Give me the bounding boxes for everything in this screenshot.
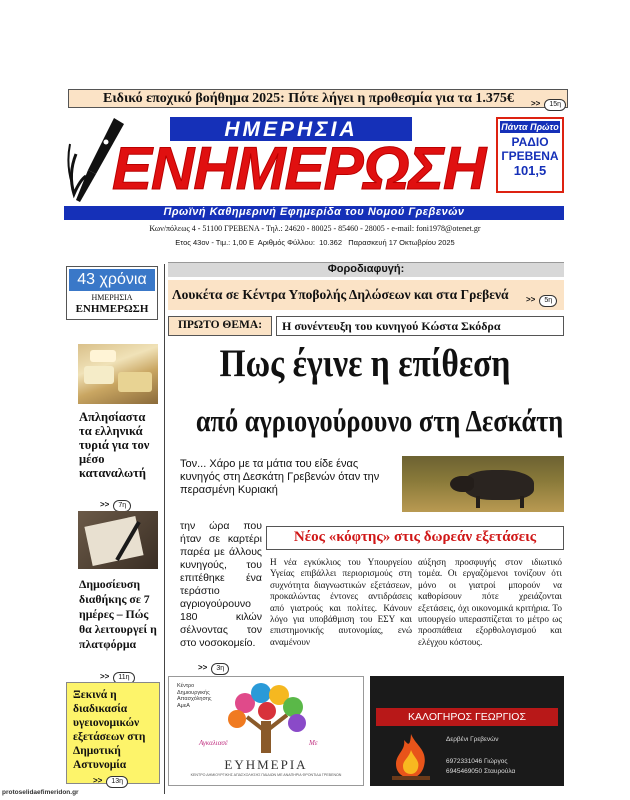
main-story-lead: Τον... Χάρο με τα μάτια του είδε ένας κυνηγός στη Δεσκάτη Γρεβενών όταν την περασμένη Κυριακή: [180, 458, 380, 496]
arrow-mark: >>: [526, 295, 536, 304]
ad-euhmeria-small1: Κέντρο: [177, 683, 195, 689]
masthead-big-title: ΕΝΗΜΕΡΩΣΗ: [112, 135, 486, 202]
arrow-mark: >>: [100, 672, 110, 681]
ad-euhmeria-small3: Απασχόλησης: [177, 696, 212, 702]
exams-story-col1: Η νέα εγκύκλιος του Υπουργείου Υγείας επιβάλλει περιορισμούς στη συχνότητα διαγνωστικών εξετάσεων, προκαλώντας έντονες αντιδράσεις από γιατρούς και πολίτες. Κάνουν λόγο για υποβάθμιση του ΕΣΥ και επιστημονικής αυτονομίας, ενώ αναμένουν: [270, 557, 412, 647]
ad-kalogiros[interactable]: [370, 676, 564, 786]
ad-euhmeria-small2: Δημιουργικής: [177, 689, 210, 696]
main-story-body: την ώρα που ήταν σε καρτέρι παρέα με άλλους κυνηγούς, του επιτέθηκε ένα τεράστιο αγριογούρουνο 180 κιλών σέλνοντας τον στο νοσοκομείο.: [180, 520, 262, 649]
masthead-subtitle: Πρωϊνή Καθημερινή Εφημερίδα του Νομού Γρεβενών: [163, 206, 465, 218]
ad-kalogiros-location: Δερβένι Γρεβενών: [446, 736, 499, 743]
masthead-small-title: ΗΜΕΡΗΣΙΑ: [224, 118, 358, 141]
radio-frequency: 101,5: [513, 163, 547, 178]
page-number: 13η: [106, 776, 128, 788]
front-topic-label-box: [168, 316, 272, 336]
issue-line: Ετος 43ον - Τιμ.: 1,00 Ε Αριθμός Φύλλου: 10.362 Παρασκευή 17 Οκτωβρίου 2025: [175, 238, 455, 247]
radio-tagline: Πάντα Πρώτο: [501, 122, 559, 132]
ad-euhmeria-script2: Με: [309, 739, 318, 747]
ad-kalogiros-name-bar: [376, 708, 558, 726]
top-banner[interactable]: [68, 89, 568, 108]
radio-line: ΡΑΔΙΟ: [511, 135, 549, 149]
arrow-mark: >>: [100, 500, 110, 509]
tax-story-kicker-bar: [168, 262, 564, 277]
arrow-mark: >>: [93, 776, 103, 785]
ad-kalogiros-phone2: 6945469050 Σταυρούλα: [446, 768, 516, 775]
cheese-photo: [78, 344, 158, 404]
exams-story-headline-box[interactable]: [266, 526, 564, 550]
arrow-mark: >>: [531, 99, 541, 108]
page-number: 5η: [539, 295, 557, 307]
ad-kalogiros-phone1: 6972331046 Γιώργος: [446, 758, 508, 765]
tax-story-headline-bar[interactable]: [168, 280, 564, 310]
front-topic-label: ΠΡΩΤΟ ΘΕΜΑ:: [177, 319, 263, 331]
ad-kalogiros-name: ΚΑΛΟΓΗΡΟΣ ΓΕΩΡΓΙΟΣ: [408, 711, 526, 723]
sidebar-story-health-page-ref[interactable]: [93, 770, 128, 788]
fire-icon: [384, 732, 438, 782]
page-number: 3η: [211, 663, 229, 675]
ad-euhmeria-name: ΕΥΗΜΕΡΙΑ: [224, 757, 308, 772]
tax-story-page-ref[interactable]: [526, 289, 557, 307]
sidebar-story-cheese-page-ref[interactable]: [100, 494, 131, 512]
anniversary-line1: ΗΜΕΡΗΣΙΑ: [91, 293, 133, 302]
main-headline-line1[interactable]: Πως έγινε η επίθεση: [219, 342, 511, 385]
page-number: 7η: [113, 500, 131, 512]
main-headline-line2[interactable]: από αγριογούρουνο στη Δεσκάτη: [195, 403, 564, 438]
exams-story-headline: Νέος «κόφτης» στις δωρεάν εξετάσεις: [293, 529, 537, 545]
ad-euhmeria[interactable]: [168, 676, 364, 786]
anniversary-line2: ΕΝΗΜΕΡΩΣΗ: [75, 303, 149, 315]
footer-site[interactable]: protoselidaefimeridon.gr: [2, 789, 79, 796]
anniversary-box: [66, 266, 158, 320]
front-topic-text-box[interactable]: [276, 316, 564, 336]
page-number: 11η: [113, 672, 134, 684]
ad-euhmeria-small4: ΑμεΑ: [177, 702, 190, 709]
boar-photo: [402, 456, 564, 512]
radio-box[interactable]: [496, 117, 564, 193]
front-topic-text: Η συνέντευξη του κυνηγού Κώστα Σκόδρα: [282, 319, 501, 333]
sidebar-story-cheese[interactable]: Απλησίαστα τα ελληνικά τυριά για τον μέσο καταναλωτή: [79, 410, 150, 480]
tax-story-headline: Λουκέτα σε Κέντρα Υποβολής Δηλώσεων και στα Γρεβενά: [172, 287, 509, 302]
tax-story-kicker: Φοροδιαφυγή:: [327, 263, 405, 275]
radio-city: ΓΡΕΒΕΝΑ: [501, 149, 559, 163]
anniversary-years: 43 χρόνια: [69, 269, 155, 291]
masthead-subtitle-bar: [64, 206, 564, 220]
exams-story-col2: αύξηση προσφυγής στον ιδιωτικό τομέα. Οι εργαζόμενοι τονίζουν ότι μόνο οι γιατροί μπορούν να καθορίσουν πότε χρειάζονται εξετάσεις, όχι οικονομικά κριτήρια. Το υπουργείο υπερασπίζεται το μέτρο ως προσπάθεια εξορθολογισμού και ελέγχου κόστους.: [418, 557, 562, 647]
will-document-photo: [78, 511, 158, 569]
sidebar-story-health-box[interactable]: [66, 682, 160, 784]
top-banner-text: Ειδικό εποχικό βοήθημα 2025: Πότε λήγει η προθεσμία για τα 1.375€: [103, 91, 514, 106]
main-story-page-ref[interactable]: [198, 657, 229, 675]
arrow-mark: >>: [198, 663, 208, 672]
masthead-address: Κων/πόλεως 4 - 51100 ΓΡΕΒΕΝΑ - Τηλ.: 24620 - 80025 - 85460 - 28005 - e-mail: foni1978@otenet.gr: [149, 224, 481, 233]
ad-euhmeria-script1: Αγκαλιασέ: [199, 739, 228, 747]
top-banner-page-ref[interactable]: [531, 93, 566, 111]
page-number: 15η: [544, 99, 566, 111]
ad-euhmeria-sub: ΚΕΝΤΡΟ ΔΗΜΙΟΥΡΓΙΚΗΣ ΑΠΑΣΧΟΛΗΣΗΣ ΠΑΙΔΙΩΝ ΜΕ ΑΝΑΠΗΡΙΑ ΦΡΟΝΤΙΔΑ ΓΡΕΒΕΝΩΝ: [190, 773, 342, 777]
sidebar-story-will[interactable]: Δημοσίευση διαθήκης σε 7 ημέρες – Πώς θα λειτουργεί η πλατφόρμα: [79, 577, 157, 651]
tree-logo-icon: [217, 681, 317, 759]
sidebar-story-health: Ξεκινά η διαδικασία υγειονομικών εξετάσεων στη Δημοτική Αστυνομία: [73, 689, 146, 771]
